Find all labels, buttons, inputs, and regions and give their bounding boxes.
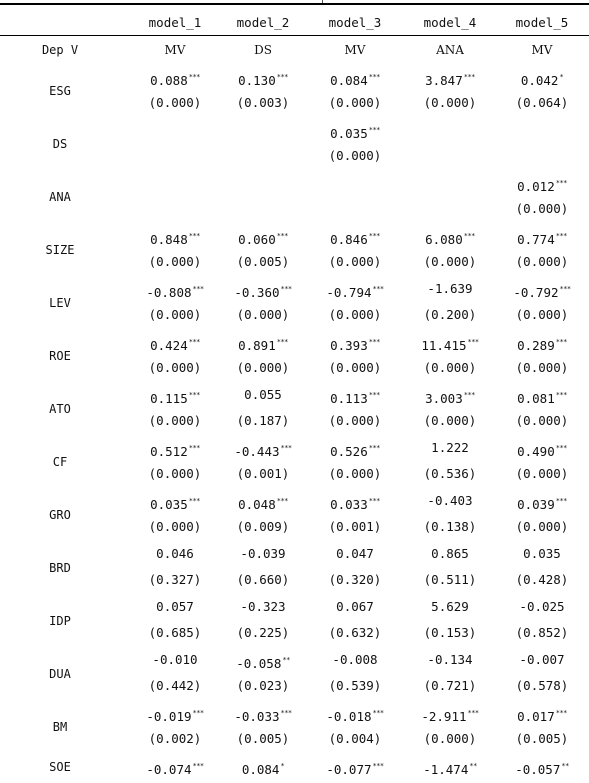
column-divider <box>322 0 323 3</box>
coefficient-cell: 0.130*** <box>238 72 288 88</box>
variable-label: BM <box>52 720 68 734</box>
coefficient-cell: -1.474** <box>423 761 477 777</box>
variable-label: ESG <box>49 84 71 98</box>
p-value-cell: (0.004) <box>328 731 382 746</box>
coefficient-cell: -0.794*** <box>326 284 384 300</box>
p-value-cell: (0.428) <box>515 572 569 587</box>
coefficient-cell: -0.033*** <box>234 708 292 724</box>
p-value-cell: (0.000) <box>328 466 382 481</box>
p-value-cell <box>218 196 308 223</box>
variable-group-brd <box>0 541 589 594</box>
coefficient-cell: 0.393*** <box>330 337 380 353</box>
coefficient-cell: 11.415*** <box>421 337 479 353</box>
p-value-cell: (0.000) <box>148 95 202 110</box>
p-value-cell <box>125 196 225 223</box>
significance-stars: *** <box>280 443 292 452</box>
coefficient-cell <box>404 117 496 144</box>
significance-stars: *** <box>555 443 567 452</box>
p-value-cell: (0.000) <box>423 95 477 110</box>
p-value-cell: (0.660) <box>236 572 290 587</box>
variable-group-idp <box>0 594 589 647</box>
coefficient-cell: 6.080*** <box>425 231 475 247</box>
significance-stars: *** <box>463 390 475 399</box>
dep-value: MV <box>164 43 186 57</box>
p-value-cell: (0.536) <box>423 466 477 481</box>
p-value-cell <box>218 143 308 170</box>
significance-stars: *** <box>372 761 384 770</box>
significance-stars: ** <box>469 761 477 770</box>
coefficient-cell: 0.512*** <box>150 443 200 459</box>
coefficient-cell: -0.792*** <box>513 284 571 300</box>
p-value-cell: (0.632) <box>328 625 382 640</box>
variable-label: BRD <box>49 561 71 575</box>
coefficient-cell: -0.039 <box>240 545 286 561</box>
coefficient-cell: -0.010 <box>152 651 198 667</box>
significance-stars: *** <box>192 284 204 293</box>
variable-group-size <box>0 223 589 276</box>
dep-value: MV <box>344 43 366 57</box>
significance-stars: *** <box>280 708 292 717</box>
variable-group-lev <box>0 276 589 329</box>
p-value-cell: (0.064) <box>515 95 569 110</box>
significance-stars: *** <box>276 231 288 240</box>
significance-stars: *** <box>368 125 380 134</box>
p-value-cell: (0.000) <box>515 413 569 428</box>
significance-stars: *** <box>555 231 567 240</box>
significance-stars: *** <box>276 337 288 346</box>
p-value-cell: (0.511) <box>423 572 477 587</box>
p-value-cell <box>496 143 588 170</box>
coefficient-cell: 0.115*** <box>150 390 200 406</box>
coefficient-cell: -0.077*** <box>326 761 384 777</box>
column-header: model_2 <box>236 15 290 30</box>
significance-stars: * <box>559 72 564 81</box>
significance-stars: *** <box>276 72 288 81</box>
coefficient-cell: 0.046 <box>156 545 194 561</box>
significance-stars: *** <box>192 761 204 770</box>
column-header: model_5 <box>515 15 569 30</box>
significance-stars: *** <box>280 284 292 293</box>
coefficient-cell: -0.443*** <box>234 443 292 459</box>
variable-label: ROE <box>49 349 71 363</box>
significance-stars: *** <box>188 231 200 240</box>
variable-group-roe <box>0 329 589 382</box>
coefficient-cell: -0.008 <box>332 651 378 667</box>
significance-stars: *** <box>368 443 380 452</box>
p-value-cell: (0.327) <box>148 572 202 587</box>
significance-stars: *** <box>372 708 384 717</box>
coefficient-cell: -0.808*** <box>146 284 204 300</box>
coefficient-cell: -0.134 <box>427 651 473 667</box>
coefficient-cell: 0.081*** <box>517 390 567 406</box>
coefficient-cell: 0.891*** <box>238 337 288 353</box>
variable-label: SIZE <box>45 243 75 257</box>
variable-group-dua <box>0 647 589 700</box>
p-value-cell: (0.225) <box>236 625 290 640</box>
variable-group-esg <box>0 64 589 117</box>
p-value-cell: (0.000) <box>515 466 569 481</box>
significance-stars: *** <box>559 284 571 293</box>
coefficient-cell <box>404 170 496 197</box>
p-value-cell: (0.000) <box>423 731 477 746</box>
coefficient-cell: -0.018*** <box>326 708 384 724</box>
p-value-cell: (0.000) <box>328 254 382 269</box>
table-header <box>0 12 589 34</box>
coefficient-cell <box>125 170 225 197</box>
coefficient-cell: 3.847*** <box>425 72 475 88</box>
coefficient-cell: 0.060*** <box>238 231 288 247</box>
variable-label: IDP <box>49 614 71 628</box>
coefficient-cell: 0.039*** <box>517 496 567 512</box>
p-value-cell: (0.153) <box>423 625 477 640</box>
coefficient-cell: 0.490*** <box>517 443 567 459</box>
dep-value: DS <box>254 43 272 57</box>
p-value-cell: (0.002) <box>148 731 202 746</box>
coefficient-cell: -0.007 <box>519 651 565 667</box>
p-value-cell <box>404 196 496 223</box>
coefficient-cell: 0.848*** <box>150 231 200 247</box>
variable-label: DUA <box>49 667 71 681</box>
p-value-cell: (0.009) <box>236 519 290 534</box>
regression-table-body <box>0 37 589 779</box>
coefficient-cell: 0.424*** <box>150 337 200 353</box>
p-value-cell: (0.000) <box>148 466 202 481</box>
coefficient-cell: -0.019*** <box>146 708 204 724</box>
significance-stars: *** <box>372 284 384 293</box>
p-value-cell: (0.320) <box>328 572 382 587</box>
significance-stars: *** <box>188 390 200 399</box>
significance-stars: *** <box>463 72 475 81</box>
coefficient-cell: -0.058** <box>236 655 290 671</box>
p-value-cell <box>125 143 225 170</box>
significance-stars: *** <box>368 496 380 505</box>
coefficient-cell: 0.042* <box>520 72 564 88</box>
variable-group-gro <box>0 488 589 541</box>
p-value-cell: (0.000) <box>148 254 202 269</box>
column-header: model_4 <box>423 15 477 30</box>
coefficient-cell: -0.025 <box>519 598 565 614</box>
p-value-cell: (0.000) <box>423 254 477 269</box>
coefficient-cell: 0.035*** <box>150 496 200 512</box>
coefficient-cell <box>309 170 401 197</box>
coefficient-cell: -0.074*** <box>146 761 204 777</box>
p-value-cell: (0.000) <box>148 307 202 322</box>
coefficient-cell <box>218 117 308 144</box>
p-value-cell: (0.000) <box>515 307 569 322</box>
variable-label: CF <box>52 455 68 469</box>
dep-value: MV <box>531 43 553 57</box>
significance-stars: *** <box>368 72 380 81</box>
p-value-cell: (0.000) <box>328 148 382 163</box>
variable-label: SOE <box>49 759 71 774</box>
p-value-cell: (0.000) <box>236 307 290 322</box>
variable-group-bm <box>0 700 589 753</box>
column-header: model_3 <box>328 15 382 30</box>
p-value-cell: (0.852) <box>515 625 569 640</box>
p-value-cell: (0.000) <box>328 307 382 322</box>
coefficient-cell: 0.526*** <box>330 443 380 459</box>
p-value-cell: (0.578) <box>515 678 569 693</box>
p-value-cell: (0.442) <box>148 678 202 693</box>
coefficient-cell: 5.629 <box>431 598 469 614</box>
variable-group-cf <box>0 435 589 488</box>
variable-group-ana <box>0 170 589 223</box>
coefficient-cell: -0.360*** <box>234 284 292 300</box>
table-top-rule <box>0 3 589 5</box>
variable-label: GRO <box>49 508 71 522</box>
variable-label: LEV <box>49 296 71 310</box>
coefficient-cell: 0.084*** <box>330 72 380 88</box>
p-value-cell: (0.005) <box>515 731 569 746</box>
p-value-cell: (0.685) <box>148 625 202 640</box>
p-value-cell: (0.539) <box>328 678 382 693</box>
p-value-cell: (0.000) <box>236 360 290 375</box>
coefficient-cell: -2.911*** <box>421 708 479 724</box>
coefficient-cell: 0.048*** <box>238 496 288 512</box>
p-value-cell: (0.000) <box>515 360 569 375</box>
significance-stars: *** <box>555 337 567 346</box>
significance-stars: *** <box>188 72 200 81</box>
p-value-cell: (0.721) <box>423 678 477 693</box>
coefficient-cell <box>125 117 225 144</box>
significance-stars: *** <box>555 390 567 399</box>
coefficient-cell: 0.012*** <box>517 178 567 194</box>
coefficient-cell: -0.057** <box>515 761 569 777</box>
significance-stars: *** <box>368 231 380 240</box>
p-value-cell: (0.000) <box>328 360 382 375</box>
variable-label: ATO <box>49 402 71 416</box>
significance-stars: *** <box>368 337 380 346</box>
coefficient-cell: 0.035 <box>523 545 561 561</box>
coefficient-cell: 0.865 <box>431 545 469 561</box>
significance-stars: *** <box>555 496 567 505</box>
coefficient-cell: 0.057 <box>156 598 194 614</box>
significance-stars: *** <box>188 496 200 505</box>
coefficient-cell: 0.084* <box>241 761 285 777</box>
coefficient-cell: 0.289*** <box>517 337 567 353</box>
p-value-cell: (0.005) <box>236 254 290 269</box>
p-value-cell: (0.000) <box>148 519 202 534</box>
coefficient-cell <box>496 117 588 144</box>
coefficient-cell: 0.088*** <box>150 72 200 88</box>
coefficient-cell: 0.774*** <box>517 231 567 247</box>
significance-stars: * <box>280 761 285 770</box>
coefficient-cell <box>218 170 308 197</box>
coefficient-cell: 3.003*** <box>425 390 475 406</box>
p-value-cell: (0.001) <box>236 466 290 481</box>
variable-group-ds <box>0 117 589 170</box>
significance-stars: *** <box>368 390 380 399</box>
p-value-cell: (0.000) <box>148 413 202 428</box>
coefficient-cell: 0.017*** <box>517 708 567 724</box>
variable-label: DS <box>52 137 68 151</box>
coefficient-cell: -0.323 <box>240 598 286 614</box>
significance-stars: ** <box>282 655 290 664</box>
coefficient-cell: -0.403 <box>427 492 473 508</box>
significance-stars: *** <box>192 708 204 717</box>
coefficient-cell: 0.055 <box>244 386 282 402</box>
p-value-cell: (0.000) <box>328 413 382 428</box>
dep-value: ANA <box>436 43 464 57</box>
significance-stars: *** <box>188 443 200 452</box>
column-header: model_1 <box>148 15 202 30</box>
significance-stars: *** <box>467 337 479 346</box>
p-value-cell <box>309 196 401 223</box>
p-value-cell: (0.000) <box>148 360 202 375</box>
variable-group-soe <box>0 753 589 780</box>
header-rule <box>0 35 589 36</box>
p-value-cell: (0.000) <box>515 519 569 534</box>
coefficient-cell: 1.222 <box>431 439 469 455</box>
significance-stars: *** <box>276 496 288 505</box>
p-value-cell: (0.187) <box>236 413 290 428</box>
p-value-cell: (0.138) <box>423 519 477 534</box>
coefficient-cell: 0.067 <box>336 598 374 614</box>
coefficient-cell: 0.113*** <box>330 390 380 406</box>
significance-stars: *** <box>555 178 567 187</box>
significance-stars: *** <box>467 708 479 717</box>
significance-stars: ** <box>561 761 569 770</box>
coefficient-cell: 0.033*** <box>330 496 380 512</box>
p-value-cell: (0.000) <box>423 360 477 375</box>
p-value-cell: (0.000) <box>515 254 569 269</box>
p-value-cell: (0.200) <box>423 307 477 322</box>
p-value-cell: (0.003) <box>236 95 290 110</box>
dependent-variable-row <box>0 37 589 64</box>
p-value-cell: (0.000) <box>423 413 477 428</box>
variable-label: ANA <box>49 190 71 204</box>
dep-label: Dep V <box>41 43 79 57</box>
coefficient-cell: 0.846*** <box>330 231 380 247</box>
coefficient-cell: 0.035*** <box>330 125 380 141</box>
p-value-cell: (0.023) <box>236 678 290 693</box>
variable-group-ato <box>0 382 589 435</box>
p-value-cell: (0.005) <box>236 731 290 746</box>
p-value-cell: (0.000) <box>515 201 569 216</box>
coefficient-cell: -1.639 <box>427 280 473 296</box>
p-value-cell <box>404 143 496 170</box>
p-value-cell: (0.001) <box>328 519 382 534</box>
significance-stars: *** <box>188 337 200 346</box>
p-value-cell: (0.000) <box>328 95 382 110</box>
significance-stars: *** <box>463 231 475 240</box>
coefficient-cell: 0.047 <box>336 545 374 561</box>
significance-stars: *** <box>555 708 567 717</box>
